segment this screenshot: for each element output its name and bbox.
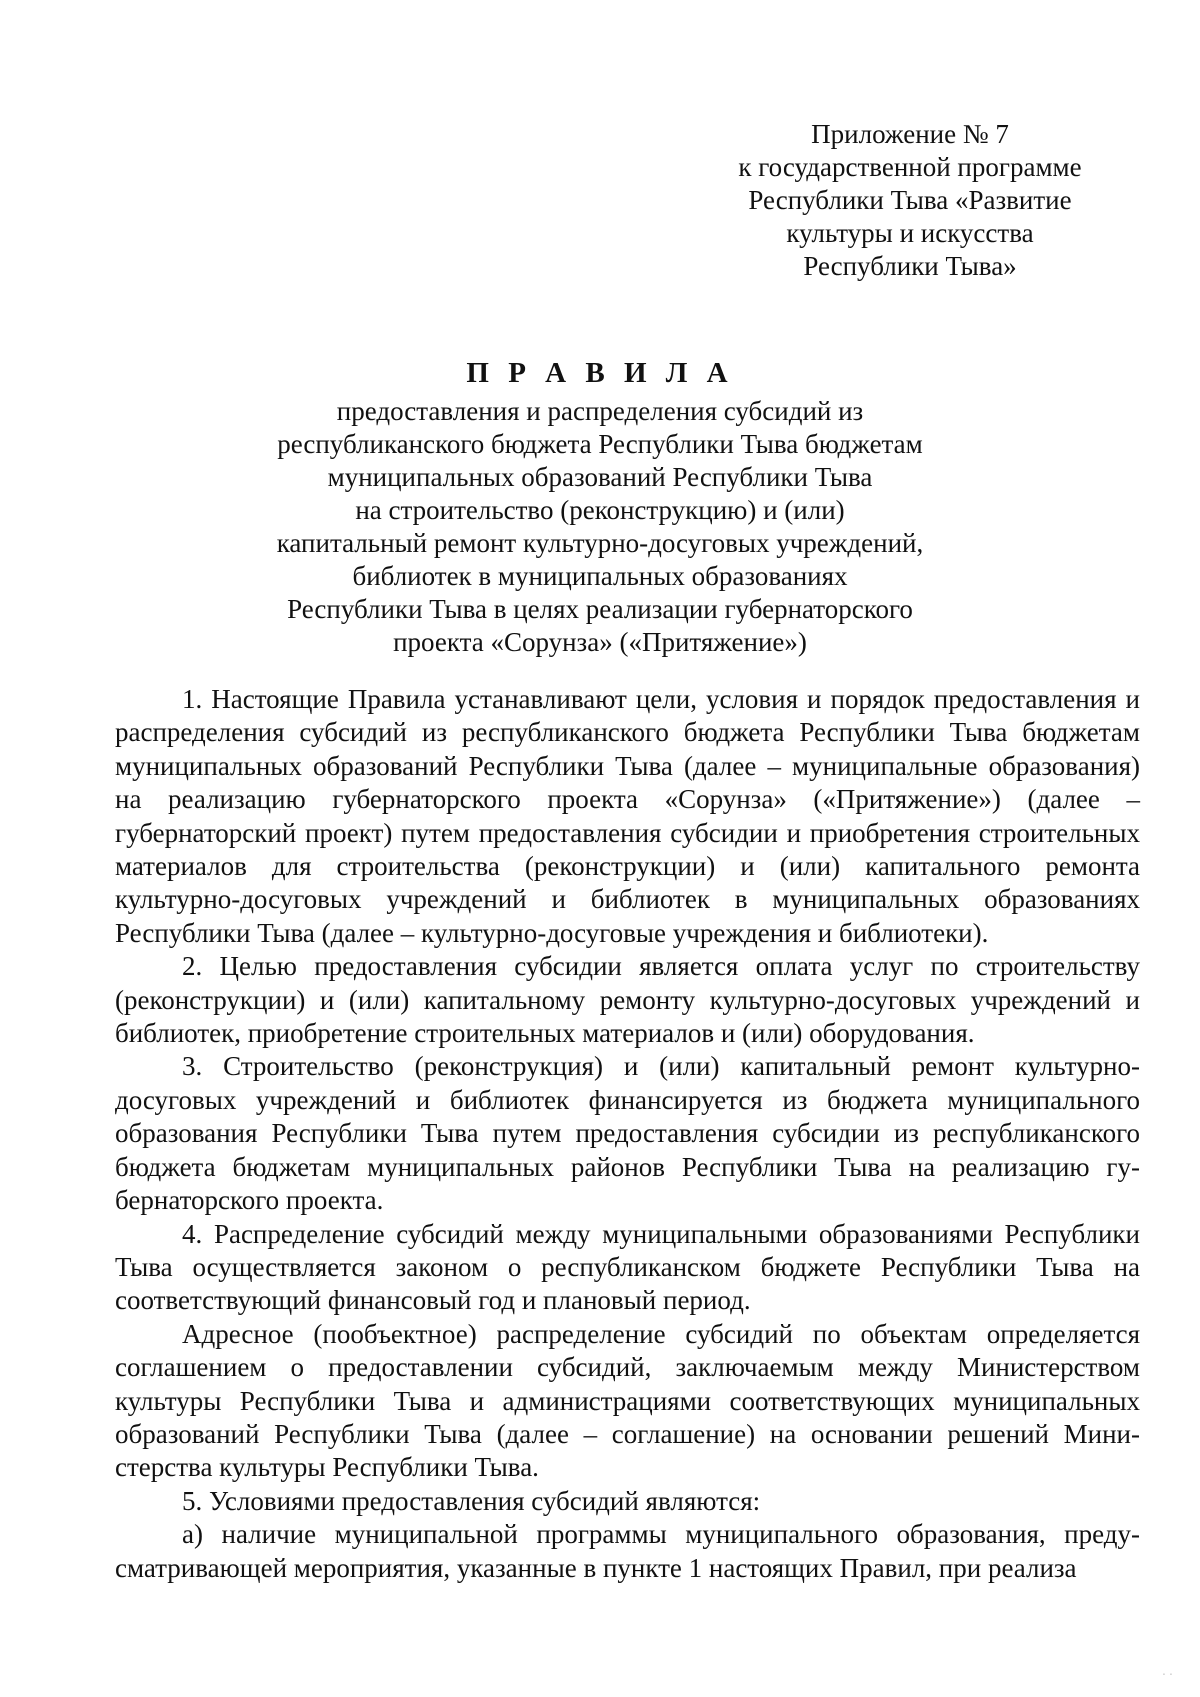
- appendix-line: Приложение № 7: [811, 119, 1009, 149]
- page-mark: · ·: [1162, 1668, 1173, 1683]
- title-subtitle-line: библиотек в муниципальных образованиях: [352, 561, 848, 591]
- paragraph-4-address: Адресное (пообъектное) распределение субсидий по объектам определяется соглашением о предоставлении субсидий, заключаемым между Министерством культуры Республики Тыва и администрациями соответствующих муниципальных образований Республики Тыва (далее – соглашение) на основании решений Министерства культуры Республики Тыва.: [115, 1318, 1140, 1483]
- appendix-line: к государственной программе: [738, 152, 1082, 182]
- paragraph-3: 3. Строительство (реконструкция) и (или) капитальный ремонт культурно-досуговых учреждений и библиотек финансируется из бюджета муниципального образования Республики Тыва путем предоставления субсидии из республиканского бюджета бюджетам муниципальных районов Республики Тыва на реализацию губернаторского проекта.: [115, 1051, 1140, 1216]
- appendix-line: Республики Тыва»: [803, 251, 1017, 281]
- title-subtitle-line: предоставления и распределения субсидий из: [336, 396, 864, 426]
- document-heading: П Р А В И Л А: [466, 357, 734, 389]
- document-title-block: [0, 355, 1200, 659]
- appendix-line: культуры и искусства: [786, 218, 1034, 248]
- title-subtitle-line: муниципальных образований Республики Тыва: [327, 462, 873, 492]
- paragraph-4: 4. Распределение субсидий между муниципальными образованиями Республики Тыва осуществляется законом о республиканском бюджете Республики Тыва на соответствующий финансовый год и плановый период.: [115, 1218, 1140, 1316]
- appendix-block: [700, 118, 1120, 283]
- appendix-line: Республики Тыва «Развитие: [748, 185, 1072, 215]
- title-subtitle-line: на строительство (реконструкцию) и (или): [355, 495, 845, 525]
- title-subtitle-line: Республики Тыва в целях реализации губернаторского: [287, 594, 913, 624]
- title-subtitle-line: капитальный ремонт культурно-досуговых учреждений,: [276, 528, 924, 558]
- paragraph-5: 5. Условиями предоставления субсидий являются:: [182, 1485, 761, 1516]
- title-subtitle-line: республиканского бюджета Республики Тыва бюджетам: [277, 429, 923, 459]
- paragraph-1: 1. Настоящие Правила устанавливают цели, условия и порядок предоставления и распределения субсидий из республиканского бюджета Республики Тыва бюджетам муниципальных образований Республики Тыва (далее – муниципальные образования) на реализацию губернаторского проекта «Сорунза» («Притяжение») (далее – губернаторский проект) путем предоставления субсидии и приобретения строительных материалов для строительства (реконструкции) и (или) капитального ремонта культурно-досуговых учреждений и библиотек в муниципальных образованиях Республики Тыва (далее – культурно-досуговые учреждения и библиотеки).: [115, 684, 1140, 948]
- paragraph-5a: а) наличие муниципальной программы муниципального образования, предусматривающей мероприятия, указанные в пункте 1 настоящих Правил, при реализа: [115, 1519, 1140, 1583]
- document-body: [115, 683, 1140, 1585]
- title-subtitle-line: проекта «Сорунза» («Притяжение»): [393, 627, 807, 657]
- paragraph-2: 2. Целью предоставления субсидии является оплата услуг по строительству (реконструкции) и (или) капитальному ремонту культурно-досуговых учреждений и библиотек, приобретение строительных материалов и (или) оборудования.: [115, 951, 1140, 1049]
